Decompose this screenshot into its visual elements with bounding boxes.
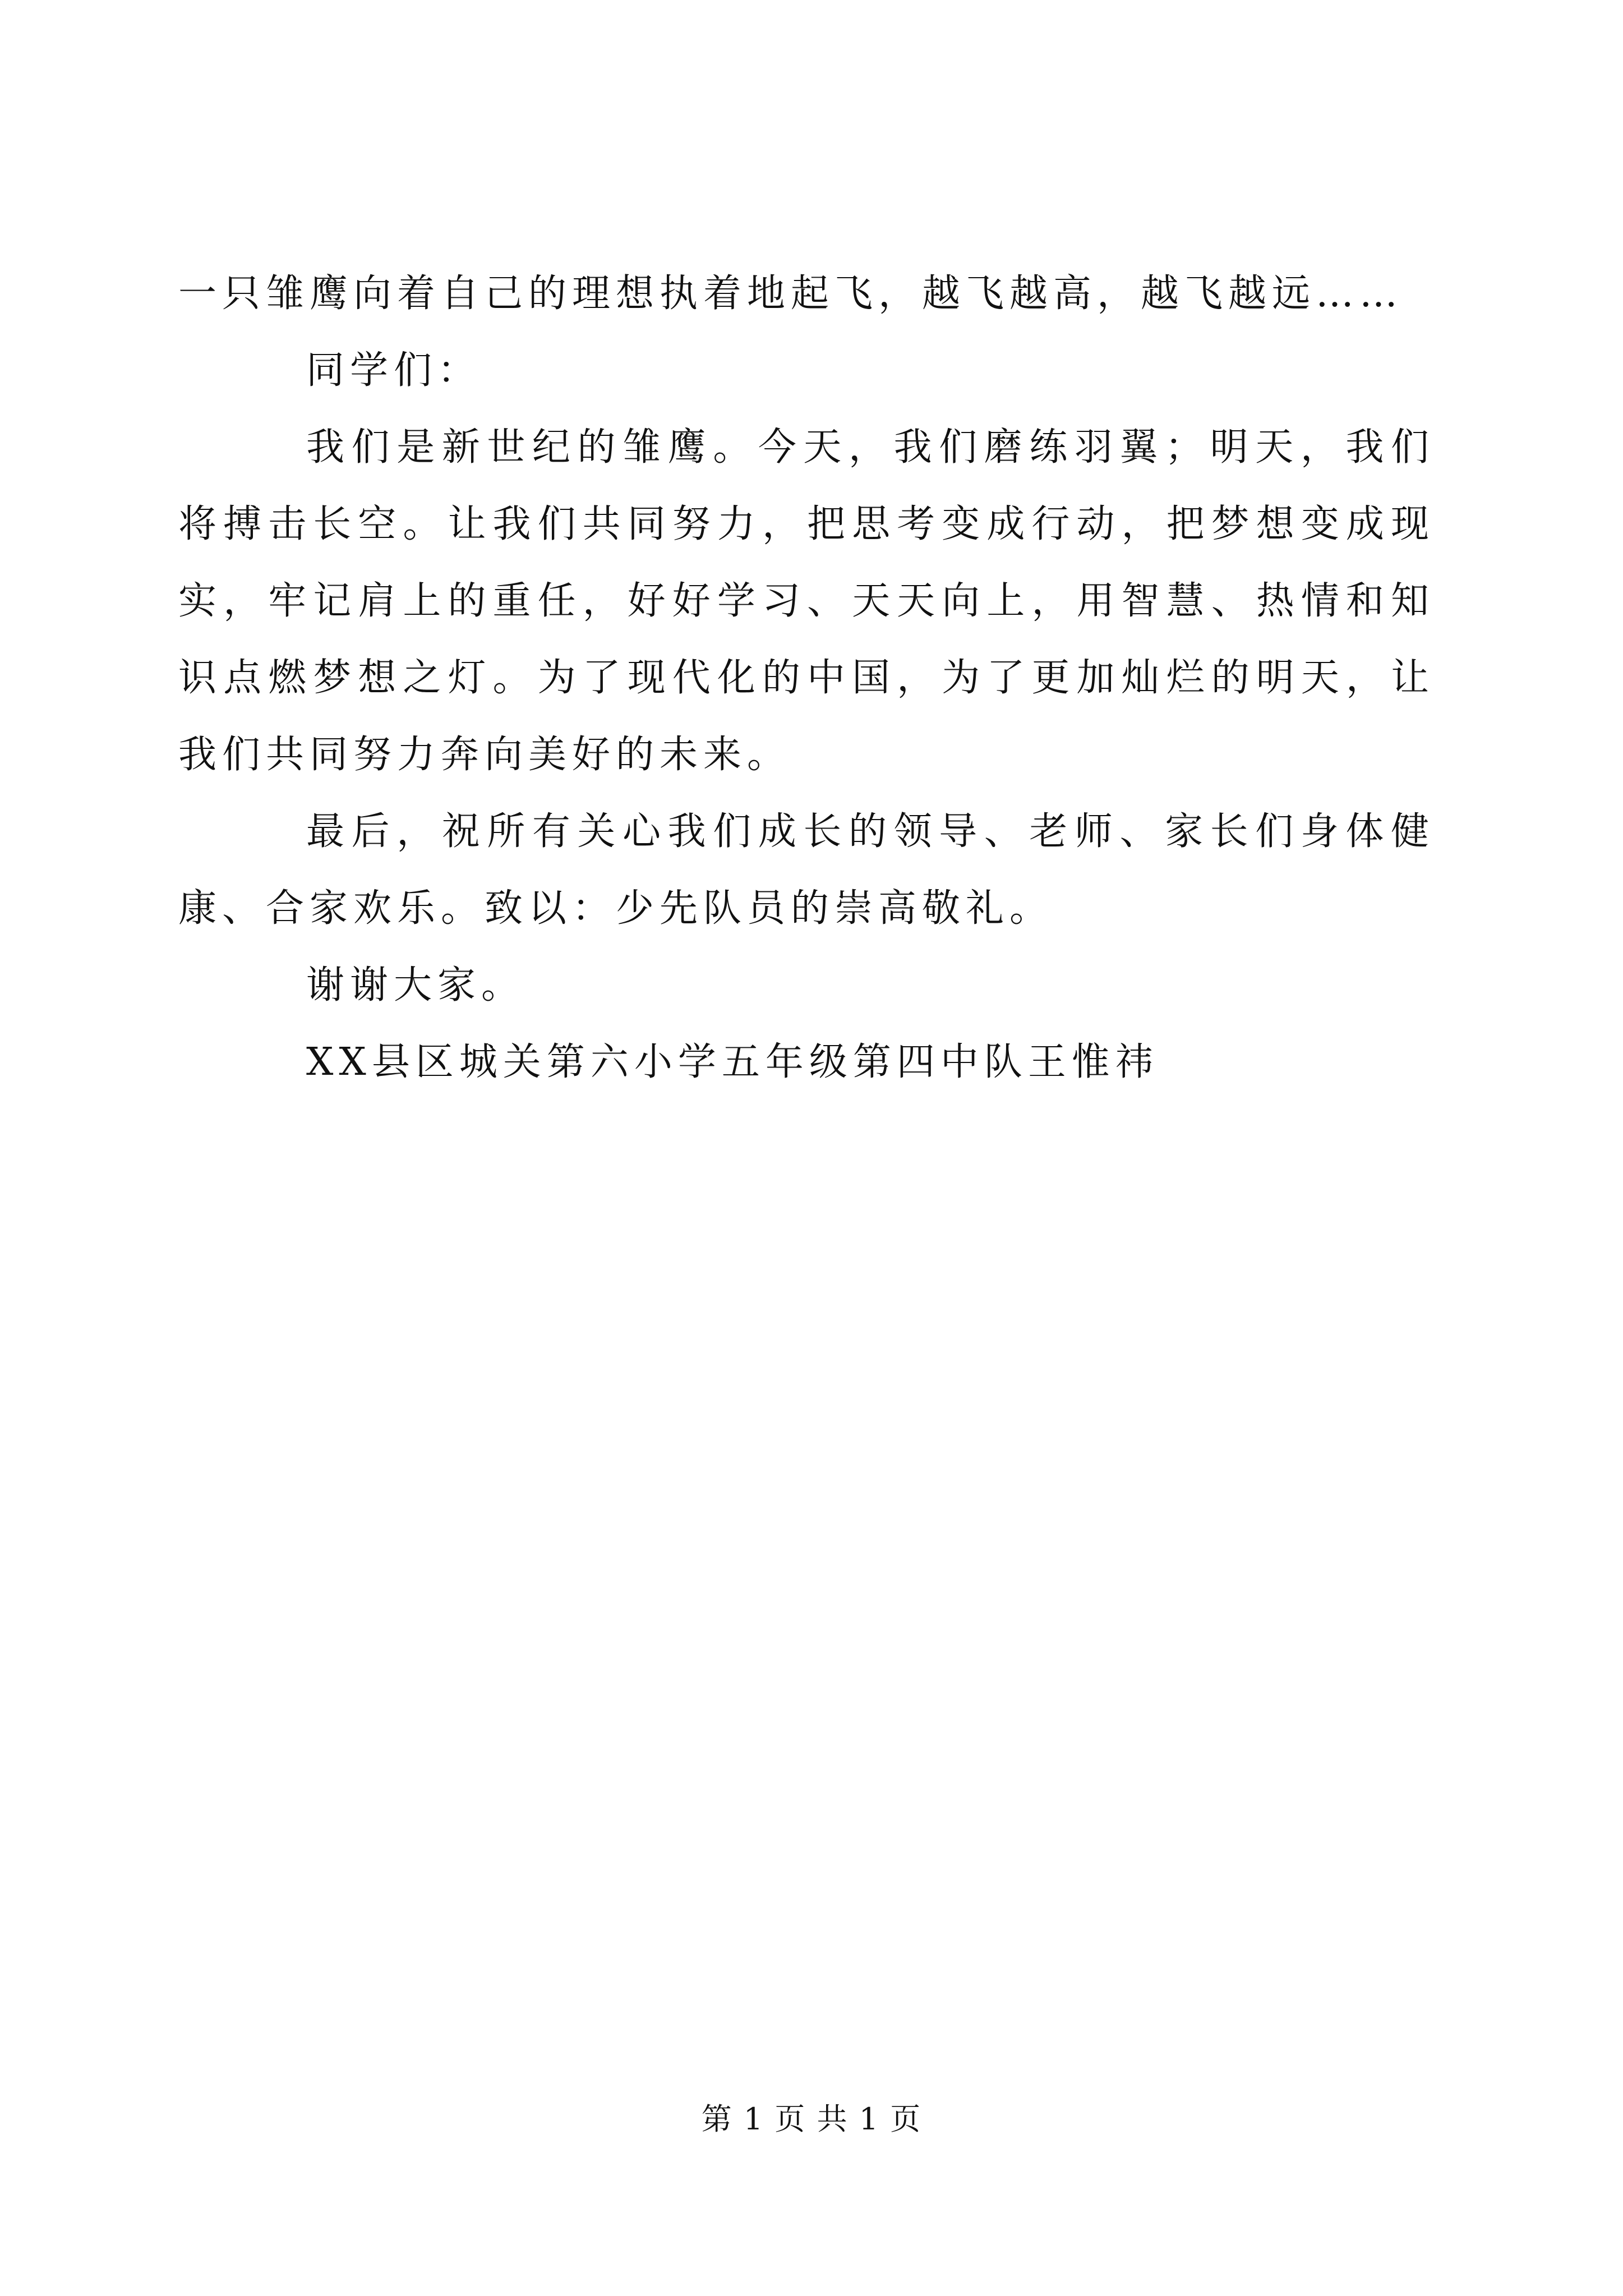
paragraph-main: 我们是新世纪的雏鹰。今天，我们磨练羽翼；明天，我们将搏击长空。让我们共同努力，把思考变成行动，把梦想变成现实，牢记肩上的重任，好好学习、天天向上，用智慧、热情和知识点燃梦想之灯。为了现代化的中国，为了更加灿烂的明天，让我们共同努力奔向美好的未来。 — [178, 425, 1435, 777]
paragraph-signature: XX县区城关第六小学五年级第四中队王惟祎 — [306, 1040, 1159, 1084]
paragraph-thanks: 谢谢大家。 — [306, 963, 525, 1007]
page-number-footer: 第 1 页 共 1 页 — [701, 2101, 922, 2137]
paragraph-opening-line: 一只雏鹰向着自己的理想执着地起飞，越飞越高，越飞越远…… — [178, 272, 1404, 316]
paragraph-salutation: 同学们： — [306, 348, 482, 393]
document-body — [178, 255, 1435, 1101]
paragraph-closing-wishes: 最后，祝所有关心我们成长的领导、老师、家长们身体健康、合家欢乐。致以：少先队员的崇高敬礼。 — [178, 809, 1435, 931]
